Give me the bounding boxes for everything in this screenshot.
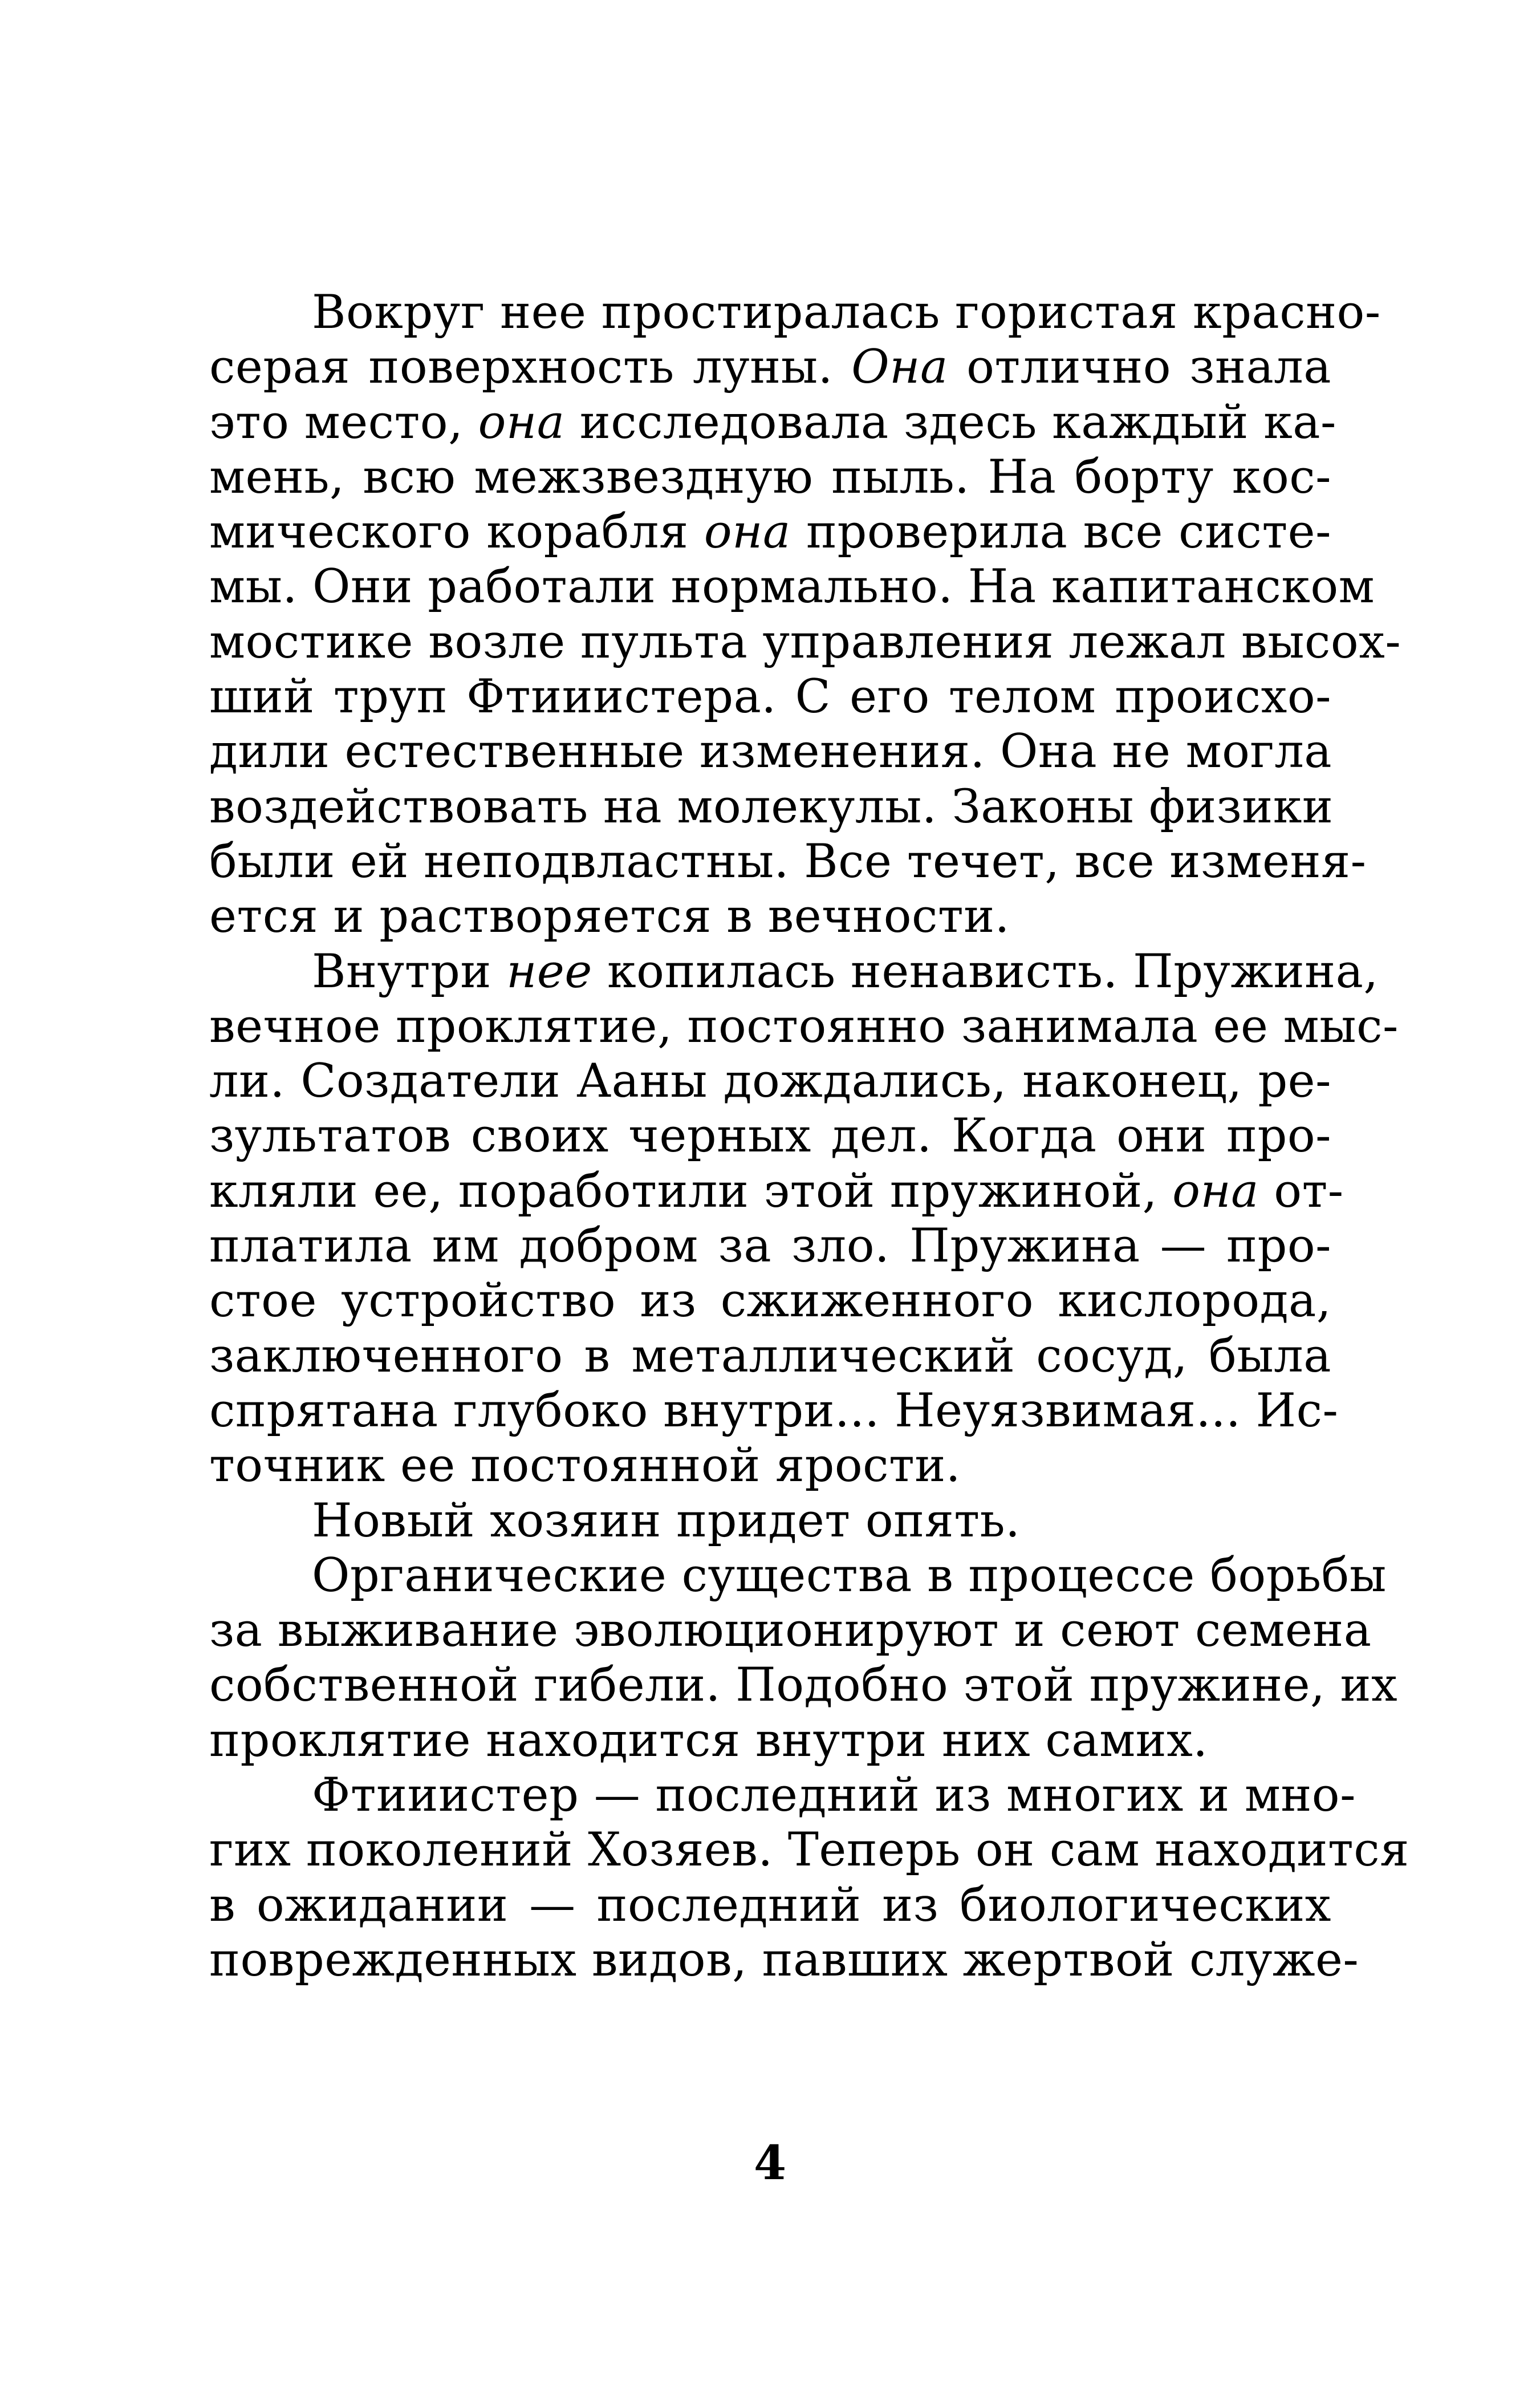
page-number: 4 <box>753 2136 787 2191</box>
text-segment: это место, <box>209 395 478 449</box>
text-line <box>209 1054 1331 1109</box>
text-line <box>209 1768 1356 1823</box>
text-segment: собственной гибели. Подобно этой пружине, их <box>209 1658 1398 1713</box>
text-segment: поврежденных видов, павших жертвой служе- <box>209 1933 1359 1987</box>
text-line <box>209 1273 1331 1328</box>
italic-text: она <box>704 505 791 559</box>
text-line <box>209 1823 1409 1877</box>
text-segment: воздействовать на молекулы. Законы физики <box>209 780 1334 834</box>
text-line <box>209 780 1334 834</box>
text-segment: были ей неподвластны. Все течет, все изменя- <box>209 834 1367 889</box>
text-line <box>209 1933 1359 1988</box>
text-line <box>209 1494 1331 1548</box>
text-segment: в ожидании — последний из биологических <box>209 1878 1331 1932</box>
text-line <box>209 1438 1331 1493</box>
text-line <box>209 1109 1331 1163</box>
text-segment: Внутри <box>312 944 507 999</box>
text-segment: ший труп Фтииистера. С его телом происхо- <box>209 670 1331 724</box>
text-line <box>209 559 1375 614</box>
text-segment: кляли ее, поработили этой пружиной, <box>209 1164 1173 1218</box>
text-line <box>209 670 1331 724</box>
text-segment: исследовала здесь каждый ка- <box>564 395 1336 449</box>
text-segment: проклятие находится внутри них самих. <box>209 1713 1208 1767</box>
text-segment: мень, всю межзвездную пыль. На борту кос- <box>209 450 1331 504</box>
text-segment: гих поколений Хозяев. Теперь он сам находится <box>209 1823 1409 1877</box>
text-line <box>209 944 1379 999</box>
text-line <box>209 834 1367 889</box>
text-line <box>209 1548 1387 1603</box>
text-line <box>209 1219 1331 1273</box>
text-segment: серая поверхность луны. <box>209 340 852 395</box>
italic-text: нее <box>506 944 592 999</box>
text-segment: заключенного в металлический сосуд, была <box>209 1329 1331 1383</box>
text-segment: мостике возле пульта управления лежал высох- <box>209 615 1401 669</box>
body-text <box>209 285 1409 1988</box>
text-segment: точник ее постоянной ярости. <box>209 1439 961 1493</box>
text-line <box>209 1384 1339 1438</box>
text-line <box>209 1164 1344 1219</box>
text-segment: спрятана глубоко внутри... Неуязвимая... Ис- <box>209 1384 1339 1438</box>
text-line <box>209 889 1331 944</box>
text-line <box>209 999 1399 1054</box>
text-line <box>209 1658 1398 1713</box>
text-segment: стое устройство из сжиженного кислорода, <box>209 1274 1331 1328</box>
text-segment: мы. Они работали нормально. На капитанском <box>209 560 1375 614</box>
text-segment: вечное проклятие, постоянно занимала ее мыс- <box>209 999 1399 1053</box>
text-segment: Фтииистер — последний из многих и мно- <box>312 1769 1356 1823</box>
text-line <box>209 1329 1331 1384</box>
text-segment: Органические существа в процессе борьбы <box>312 1548 1387 1603</box>
text-line <box>209 450 1331 505</box>
italic-text: она <box>1172 1164 1259 1218</box>
text-line <box>209 505 1331 559</box>
text-line <box>209 395 1336 450</box>
text-segment: зультатов своих черных дел. Когда они про- <box>209 1109 1331 1163</box>
text-segment: дили естественные изменения. Она не могла <box>209 725 1332 779</box>
text-segment: за выживание эволюционируют и сеют семена <box>209 1604 1372 1658</box>
text-line <box>209 615 1401 670</box>
text-segment: проверила все систе- <box>790 505 1331 559</box>
text-segment: ется и растворяется в вечности. <box>209 890 1010 944</box>
italic-text: она <box>478 395 565 449</box>
text-segment: мического корабля <box>209 505 704 559</box>
text-segment: копилась ненависть. Пружина, <box>592 944 1379 999</box>
text-line <box>209 285 1381 340</box>
text-line <box>209 724 1331 779</box>
text-segment: Вокруг нее простиралась гористая красно- <box>312 286 1381 339</box>
text-segment: платила им добром за зло. Пружина — про- <box>209 1219 1331 1273</box>
italic-text: Она <box>851 340 948 395</box>
text-segment: отлично знала <box>948 340 1332 395</box>
text-line <box>209 1713 1331 1768</box>
text-line <box>209 340 1331 395</box>
text-segment: Новый хозяин придет опять. <box>312 1494 1021 1548</box>
text-segment: ли. Создатели Ааны дождались, наконец, ре- <box>209 1054 1331 1109</box>
text-segment: от- <box>1258 1164 1344 1218</box>
text-line <box>209 1878 1331 1933</box>
text-line <box>209 1603 1372 1658</box>
